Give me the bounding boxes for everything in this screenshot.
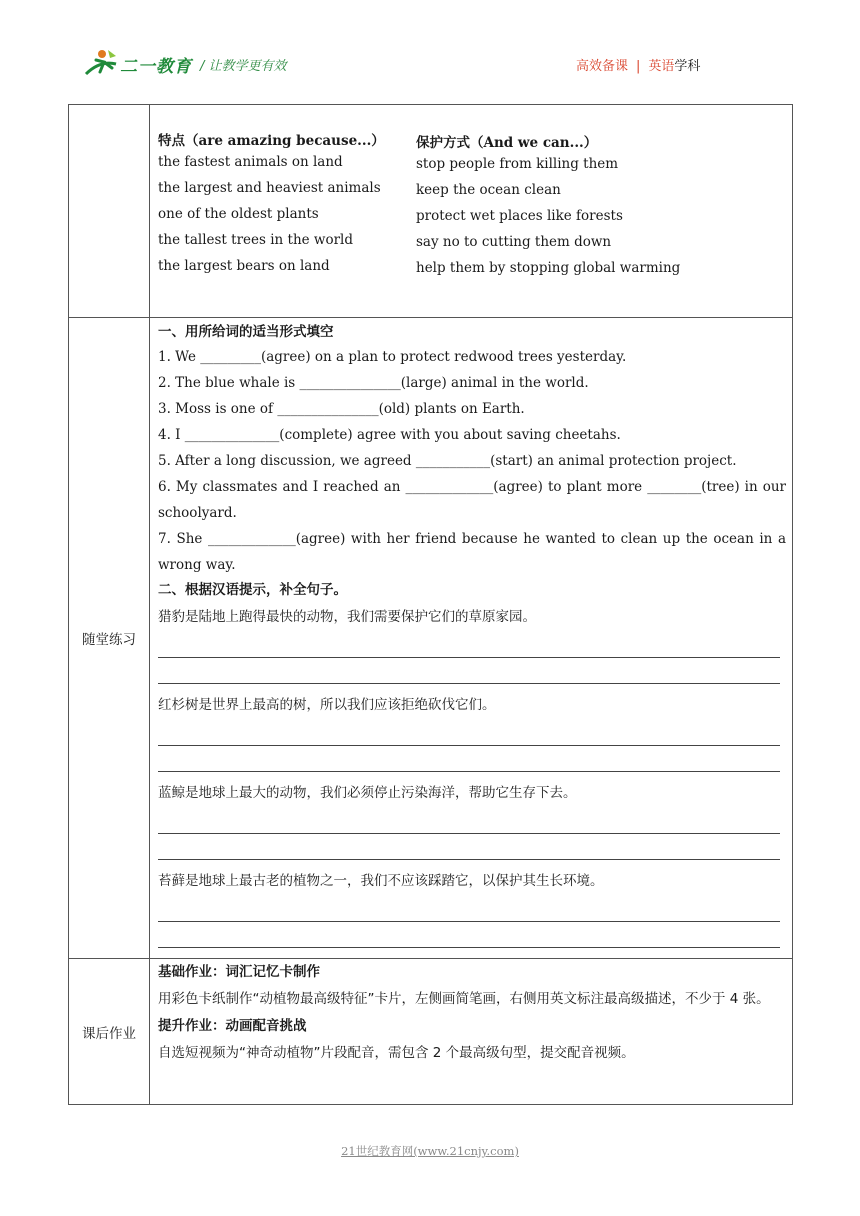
homework-label: 课后作业 — [69, 959, 150, 1105]
translation-prompt: 苔藓是地球上最古老的植物之一，我们不应该踩踏它，以保护其生长环境。 — [158, 873, 604, 889]
question-item: 5. After a long discussion, we agreed ___________(start) an animal protection project. — [158, 453, 737, 469]
protection-heading: 保护方式（And we can...） — [416, 135, 598, 151]
brand-slogan: / 让教学更有效 — [200, 59, 287, 74]
page-header — [0, 0, 860, 100]
protection-item: help them by stopping global warming — [416, 260, 681, 276]
protection-item: stop people from killing them — [416, 156, 619, 172]
answer-line[interactable] — [158, 658, 780, 684]
features-row — [69, 105, 793, 318]
answer-line[interactable] — [158, 834, 780, 860]
section2-title: 二、根据汉语提示，补全句子。 — [158, 582, 347, 598]
header-subject — [576, 55, 700, 74]
question-item: 2. The blue whale is _______________(large) animal in the world. — [158, 375, 589, 391]
header-label-subject: 英语 — [648, 59, 675, 74]
translation-prompt: 猎豹是陆地上跑得最快的动物，我们需要保护它们的草原家园。 — [158, 609, 536, 625]
answer-line[interactable] — [158, 896, 780, 922]
question-item: 6. My classmates and I reached an _____________(agree) to plant more ________(tree) in our schoolyard. — [158, 479, 786, 521]
footer-link[interactable]: 21世纪教育网(www.21cnjy.com) — [341, 1144, 519, 1158]
answer-line[interactable] — [158, 632, 780, 658]
protection-item: keep the ocean clean — [416, 182, 561, 198]
answer-line[interactable] — [158, 720, 780, 746]
features-label-cell — [69, 105, 150, 318]
translation-prompt: 红杉树是世界上最高的树，所以我们应该拒绝砍伐它们。 — [158, 697, 496, 713]
header-label-prep: 高效备课 — [576, 59, 629, 74]
practice-content-cell — [150, 318, 793, 959]
question-item: 3. Moss is one of _______________(old) plants on Earth. — [158, 401, 525, 417]
translation-prompt: 蓝鲸是地球上最大的动物，我们必须停止污染海洋，帮助它生存下去。 — [158, 785, 577, 801]
protection-item: protect wet places like forests — [416, 208, 623, 224]
translation-item — [158, 778, 786, 860]
page-footer — [0, 1143, 860, 1159]
protection-item: say no to cutting them down — [416, 234, 612, 250]
translation-item — [158, 690, 786, 772]
question-item: 4. I ______________(complete) agree with you about saving cheetahs. — [158, 427, 621, 443]
question-item: 1. We _________(agree) on a plan to protect redwood trees yesterday. — [158, 349, 627, 365]
feature-item: the fastest animals on land — [158, 154, 343, 170]
feature-item: the tallest trees in the world — [158, 232, 354, 248]
header-separator: | — [636, 59, 641, 74]
features-content-cell — [150, 105, 793, 318]
translation-item — [158, 866, 786, 948]
features-column — [158, 129, 408, 279]
protection-column — [416, 131, 786, 281]
question-item: 7. She _____________(agree) with her friend because he wanted to clean up the ocean in a wrong way. — [158, 531, 786, 573]
answer-line[interactable] — [158, 808, 780, 834]
homework-row — [69, 959, 793, 1105]
brand-name: 二一教育 — [120, 57, 192, 77]
answer-line[interactable] — [158, 922, 780, 948]
advanced-homework-text: 自选短视频为“神奇动植物”片段配音，需包含 2 个最高级句型，提交配音视频。 — [158, 1045, 635, 1061]
answer-line[interactable] — [158, 746, 780, 772]
feature-item: the largest and heaviest animals — [158, 180, 381, 196]
practice-label: 随堂练习 — [69, 318, 150, 959]
advanced-homework-title: 提升作业：动画配音挑战 — [158, 1018, 307, 1034]
practice-row — [69, 318, 793, 959]
basic-homework-text: 用彩色卡纸制作“动植物最高级特征”卡片，左侧画简笔画，右侧用英文标注最高级描述，不少于 4 张。 — [158, 991, 770, 1007]
homework-content-cell — [150, 959, 793, 1105]
header-label-subject-suffix: 学科 — [674, 59, 701, 74]
basic-homework-title: 基础作业：词汇记忆卡制作 — [158, 964, 320, 980]
lesson-table — [68, 104, 793, 1105]
section1-title: 一、用所给词的适当形式填空 — [158, 324, 334, 340]
translation-item — [158, 602, 786, 684]
feature-item: one of the oldest plants — [158, 206, 319, 222]
features-heading: 特点（are amazing because...） — [158, 133, 385, 149]
feature-item: the largest bears on land — [158, 258, 330, 274]
